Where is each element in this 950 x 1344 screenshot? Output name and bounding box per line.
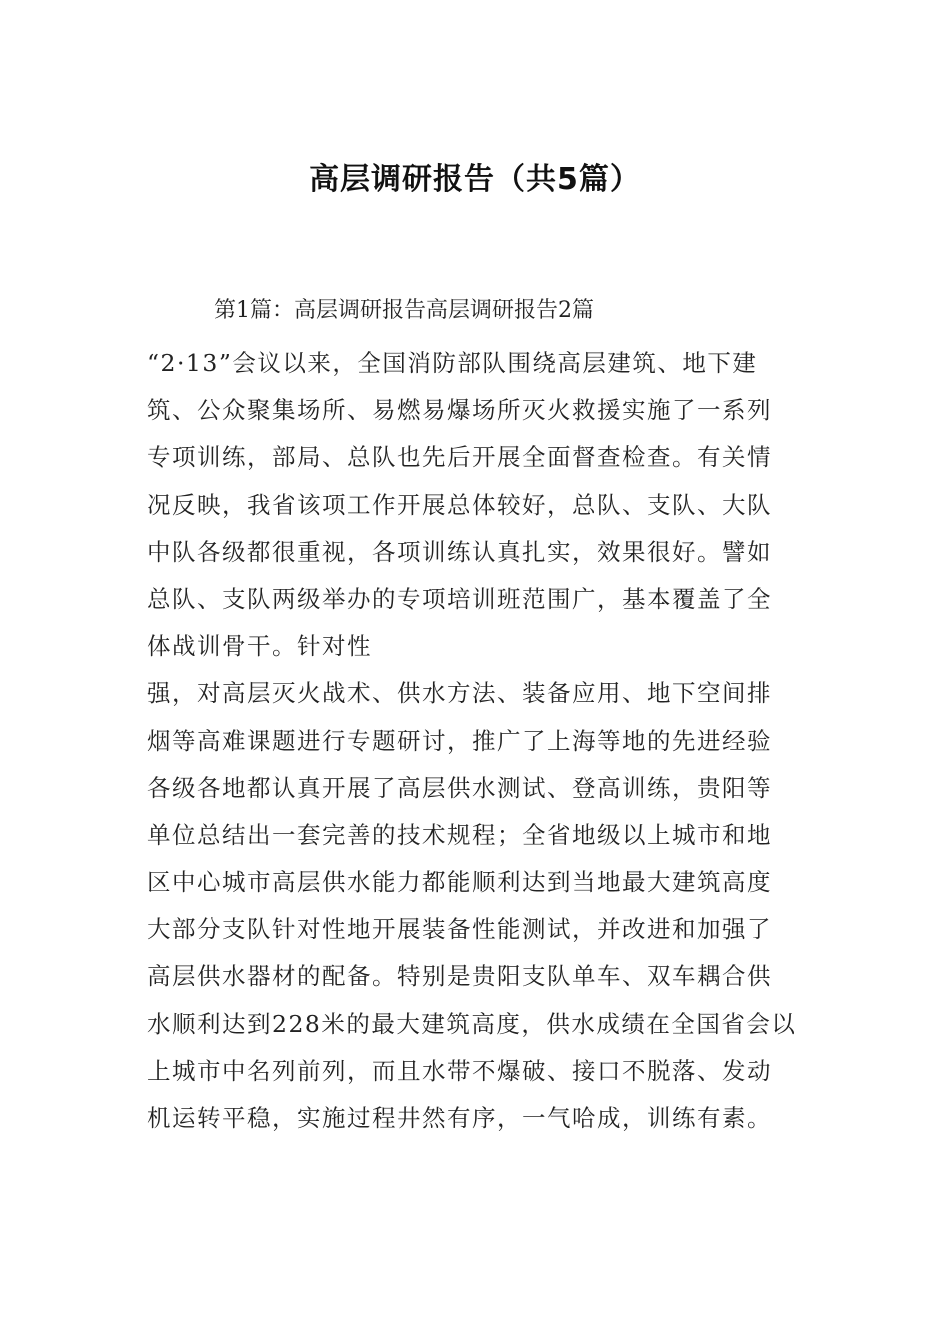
body-text <box>147 340 817 1142</box>
text-line: 烟等高难课题进行专题研讨，推广了上海等地的先进经验 <box>147 726 772 755</box>
text-line: “2·13”会议以来，全国消防部队围绕高层建筑、地下建 <box>147 349 758 377</box>
text-line: 机运转平稳，实施过程井然有序，一气哈成，训练有素。 <box>147 1104 772 1132</box>
text-line: 大部分支队针对性地开展装备性能测试，并改进和加强了 <box>147 915 772 944</box>
text-line: 区中心城市高层供水能力都能顺利达到当地最大建筑高度 <box>147 868 772 897</box>
text-line: 体战训骨干。针对性 <box>147 632 372 661</box>
text-line: 水顺利达到228米的最大建筑高度，供水成绩在全国省会以 <box>147 1009 797 1038</box>
text-line: 况反映，我省该项工作开展总体较好，总队、支队、大队 <box>147 490 772 519</box>
document-title: 高层调研报告（共5篇） <box>309 162 641 197</box>
text-line: 筑、公众聚集场所、易燃易爆场所灭火救援实施了一系列 <box>147 396 772 425</box>
text-line: 单位总结出一套完善的技术规程；全省地级以上城市和地 <box>147 820 772 849</box>
text-line: 上城市中名列前列，而且水带不爆破、接口不脱落、发动 <box>147 1056 772 1085</box>
text-line: 专项训练，部局、总队也先后开展全面督查检查。有关情 <box>147 443 772 472</box>
text-line: 各级各地都认真开展了高层供水测试、登高训练，贵阳等 <box>147 773 772 802</box>
text-line: 强，对高层灭火战术、供水方法、装备应用、地下空间排 <box>147 679 772 708</box>
text-line: 高层供水器材的配备。特别是贵阳支队单车、双车耦合供 <box>147 962 772 991</box>
section-heading: 第1篇：高层调研报告高层调研报告2篇 <box>214 298 594 323</box>
text-line: 总队、支队两级举办的专项培训班范围广，基本覆盖了全 <box>147 584 772 613</box>
text-line: 中队各级都很重视，各项训练认真扎实，效果很好。譬如 <box>147 537 772 566</box>
